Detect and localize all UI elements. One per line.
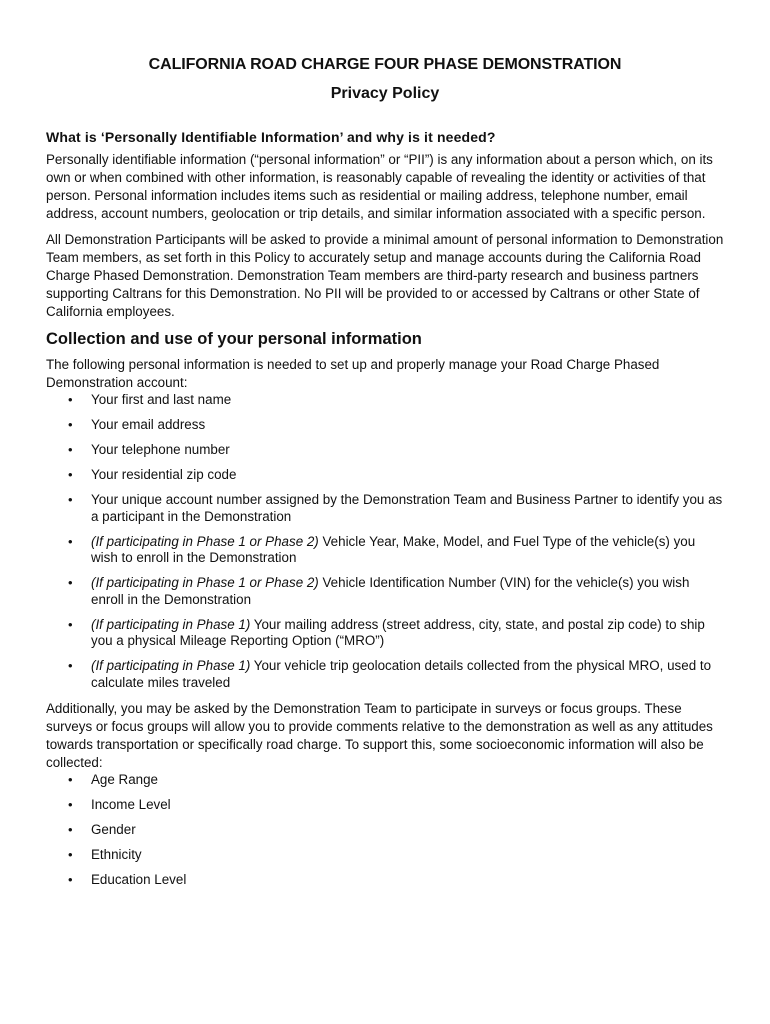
bullet-icon: •: [68, 871, 73, 887]
collection-section-heading: Collection and use of your personal information: [46, 330, 422, 348]
bullet-icon: •: [68, 392, 73, 407]
list-item: [46, 797, 724, 814]
bullet-icon: •: [68, 658, 73, 673]
list-item: [46, 617, 724, 650]
list-item: [46, 575, 724, 608]
list-item-text: Education Level: [91, 871, 187, 887]
list-item-qualifier: (If participating in Phase 1 or Phase 2): [91, 575, 319, 590]
bullet-icon: •: [68, 417, 73, 432]
list-item: [46, 534, 724, 567]
socioeconomic-list: [46, 772, 724, 889]
list-item: [46, 822, 724, 839]
bullet-icon: •: [68, 616, 73, 632]
bullet-icon: •: [68, 492, 73, 507]
bullet-icon: •: [68, 846, 73, 862]
list-item-text: Age Range: [91, 771, 159, 787]
surveys-paragraph: Additionally, you may be asked by the Demonstration Team to participate in surveys or focus groups. These surveys or focus groups will allow you to provide comments relative to the demonstration as well as any attitudes towards transportation or specifically road charge. To support this, some socioeconomic information will also be collected:: [46, 700, 713, 770]
pii-participants-paragraph: All Demonstration Participants will be asked to provide a minimal amount of personal information to Demonstration Team members, as set forth in this Policy to accurately setup and manage accounts during the California Road Charge Phased Demonstration. Demonstration Team members are third-party research and business partners supporting Caltrans for this Demonstration. No PII will be provided to or accessed by Caltrans or other State of California employees.: [46, 232, 724, 319]
pii-section-heading: What is ‘Personally Identifiable Information’ and why is it needed?: [46, 129, 496, 145]
bullet-icon: •: [68, 575, 73, 590]
list-item: [46, 392, 724, 409]
bullet-icon: •: [68, 771, 73, 787]
collection-intro-paragraph: The following personal information is needed to set up and properly manage your Road Charge Phased Demonstration account:: [46, 357, 660, 390]
bullet-icon: •: [68, 467, 73, 482]
list-item: [46, 442, 724, 459]
list-item: [46, 772, 724, 789]
list-item: [46, 467, 724, 484]
document-title: CALIFORNIA ROAD CHARGE FOUR PHASE DEMONSTRATION: [148, 56, 622, 73]
list-item-text: Your unique account number assigned by the Demonstration Team and Business Partner to identify you as a participant in the Demonstration: [91, 492, 723, 524]
list-item: [46, 847, 724, 864]
document-subtitle: Privacy Policy: [330, 85, 440, 102]
list-item-text: Your vehicle trip geolocation details collected from the physical MRO, used to calculate miles traveled: [91, 658, 712, 690]
list-item-text: Your first and last name: [91, 392, 232, 407]
bullet-icon: •: [68, 442, 73, 457]
list-item-text: Income Level: [91, 796, 171, 812]
list-item-text: Vehicle Year, Make, Model, and Fuel Type of the vehicle(s) you wish to enroll in the Demonstration: [91, 533, 696, 565]
bullet-icon: •: [68, 796, 73, 812]
list-item-text: Your email address: [91, 417, 206, 432]
list-item: [46, 658, 724, 691]
list-item-text: Your telephone number: [91, 442, 230, 457]
list-item-text: Your residential zip code: [91, 467, 237, 482]
bullet-icon: •: [68, 533, 73, 549]
bullet-icon: •: [68, 821, 73, 837]
list-item-text: Ethnicity: [91, 846, 142, 862]
list-item: [46, 492, 724, 525]
list-item: [46, 417, 724, 434]
list-item-qualifier: (If participating in Phase 1): [91, 658, 251, 673]
list-item-text: Your mailing address (street address, city, state, and postal zip code) to ship you a physical Mileage Reporting Option (“MRO”): [91, 616, 705, 648]
pii-definition-paragraph: Personally identifiable information (“personal information” or “PII”) is any information about a person which, on its own or when combined with other information, is reasonably capable of revealing the identity or activities of that person. Personal information includes items such as residential or mailing address, telephone number, email address, account numbers, geolocation or trip details, and similar information associated with a specific person.: [46, 152, 713, 221]
list-item-text: Gender: [91, 821, 136, 837]
list-item: [46, 872, 724, 889]
list-item-text: Vehicle Identification Number (VIN) for the vehicle(s) you wish enroll in the Demonstration: [91, 575, 690, 607]
list-item-qualifier: (If participating in Phase 1): [91, 616, 251, 632]
list-item-qualifier: (If participating in Phase 1 or Phase 2): [91, 533, 319, 549]
personal-info-list: [46, 392, 724, 691]
